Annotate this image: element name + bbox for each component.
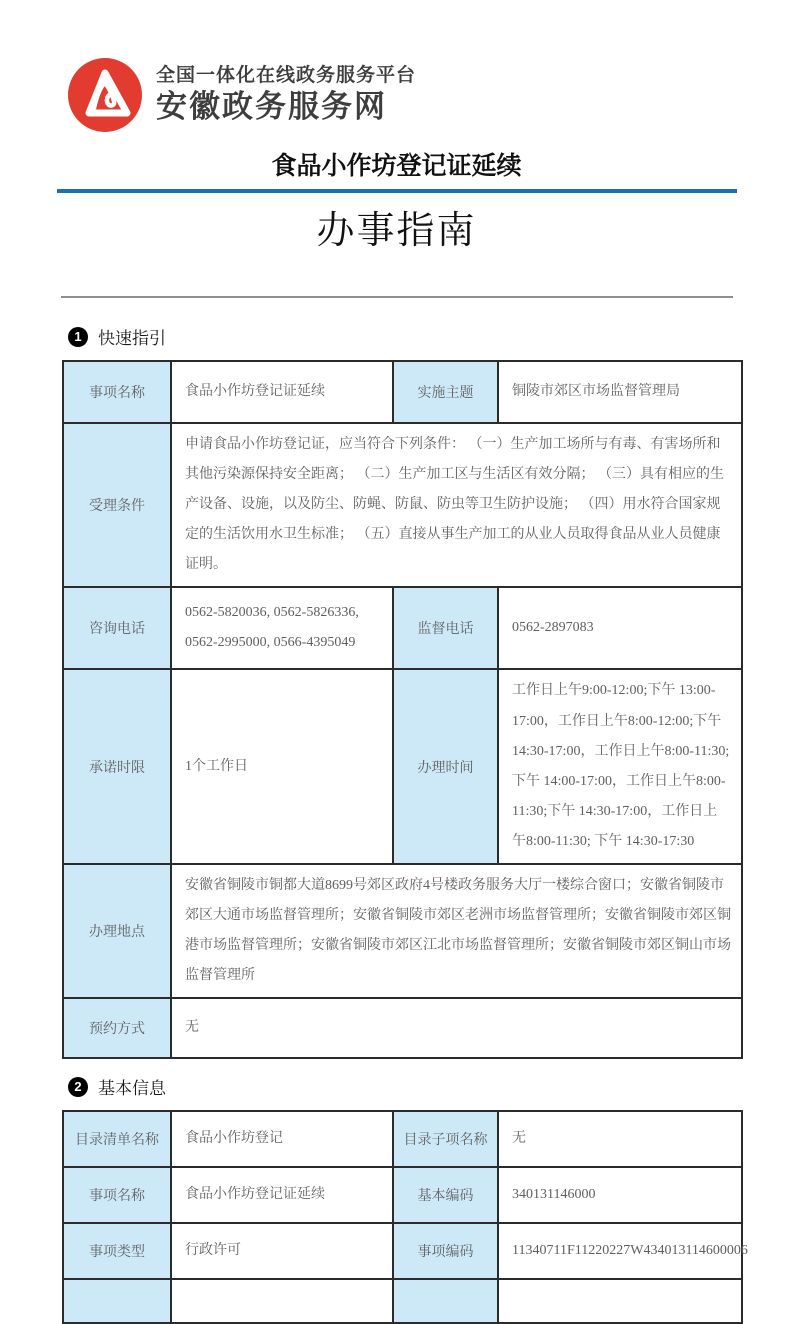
- table-row: [63, 1223, 742, 1279]
- table-row: [63, 361, 742, 423]
- supervise-phone-label: 监督电话: [393, 587, 498, 669]
- handle-time-value: 工作日上午9:00-12:00;下午 13:00-17:00，工作日上午8:00-12:00;下午 14:30-17:00，工作日上午8:00-11:30;下午 14:00-17:00，工作日上午8:00-11:30;下午 14:30-17:00，工作日上午8:00-11:30; 下午 14:30-17:30: [498, 669, 742, 864]
- title-divider: [57, 189, 737, 193]
- service-title: 食品小作坊登记证延续: [271, 153, 522, 180]
- table-row: [63, 998, 742, 1058]
- handle-location-value: 安徽省铜陵市铜都大道8699号郊区政府4号楼政务服务大厅一楼综合窗口；安徽省铜陵市郊区大通市场监督管理所；安徽省铜陵市郊区老洲市场监督管理所；安徽省铜陵市郊区铜港市场监督管理所；安徽省铜陵市郊区江北市场监督管理所；安徽省铜陵市郊区铜山市场监督管理所: [171, 864, 742, 998]
- item-code-value: 11340711F11220227W434013114600006: [498, 1223, 742, 1279]
- acceptance-conditions-value: 申请食品小作坊登记证，应当符合下列条件： （一）生产加工场所与有毒、有害场所和其他污染源保持安全距离； （二）生产加工区与生活区有效分隔； （三）具有相应的生产设备、设施，以及防尘、防蝇、防鼠、防虫等卫生防护设施； （四）用水符合国家规定的生活饮用水卫生标准； （五）直接从事生产加工的从业人员取得食品从业人员健康证明。: [171, 423, 742, 587]
- catalog-subitem-name-value: 无: [498, 1111, 742, 1167]
- logo-text-block: [156, 63, 416, 127]
- section-title: 基本信息: [98, 1079, 166, 1099]
- page-title: 办事指南: [316, 210, 477, 252]
- site-name: 安徽政务服务网: [156, 89, 387, 125]
- table-row-clipped: [63, 1279, 742, 1323]
- item-type-label: 事项类型: [63, 1223, 171, 1279]
- item-name-value: 食品小作坊登记证延续: [171, 361, 393, 423]
- handle-time-label: 办理时间: [393, 669, 498, 864]
- basic-info-table: [62, 1110, 748, 1324]
- implement-subject-value: 铜陵市郊区市场监督管理局: [498, 361, 742, 423]
- promise-time-limit-label: 承诺时限: [63, 669, 171, 864]
- reservation-method-value: 无: [171, 998, 742, 1058]
- platform-logo: [0, 0, 793, 132]
- table-row: [63, 423, 742, 587]
- platform-name: 全国一体化在线政务服务平台: [156, 64, 417, 86]
- acceptance-conditions-label: 受理条件: [63, 423, 171, 587]
- basic-info-table-clip: [0, 1110, 793, 1261]
- basic-code-value: 340131146000: [498, 1167, 742, 1223]
- catalog-list-name-value: 食品小作坊登记: [171, 1111, 393, 1167]
- section-number-badge: 1: [68, 327, 88, 347]
- item-name-label: 事项名称: [63, 361, 171, 423]
- content-divider: [61, 296, 733, 298]
- table-row: [63, 1111, 742, 1167]
- consult-phone-label: 咨询电话: [63, 587, 171, 669]
- item-name-label: 事项名称: [63, 1167, 171, 1223]
- basic-code-label: 基本编码: [393, 1167, 498, 1223]
- section-basic-info-header: [68, 1074, 793, 1099]
- handle-location-label: 办理地点: [63, 864, 171, 998]
- catalog-list-name-label: 目录清单名称: [63, 1111, 171, 1167]
- item-type-value: 行政许可: [171, 1223, 393, 1279]
- consult-phone-value: 0562-5820036, 0562-5826336, 0562-2995000, 0566-4395049: [171, 587, 393, 669]
- section-quick-guide-header: [68, 324, 793, 349]
- anhui-gov-logo-icon: [68, 58, 142, 132]
- table-row: [63, 1167, 742, 1223]
- section-title: 快速指引: [98, 329, 166, 348]
- table-row: [63, 864, 742, 998]
- implement-subject-label: 实施主题: [393, 361, 498, 423]
- section-number-badge: 2: [68, 1077, 88, 1097]
- catalog-subitem-name-label: 目录子项名称: [393, 1111, 498, 1167]
- reservation-method-label: 预约方式: [63, 998, 171, 1058]
- promise-time-limit-value: 1个工作日: [171, 669, 393, 864]
- item-name-value: 食品小作坊登记证延续: [171, 1167, 393, 1223]
- table-row: [63, 587, 742, 669]
- supervise-phone-value: 0562-2897083: [498, 587, 742, 669]
- quick-guide-table: [62, 360, 743, 1059]
- table-row: [63, 669, 742, 864]
- item-code-label: 事项编码: [393, 1223, 498, 1279]
